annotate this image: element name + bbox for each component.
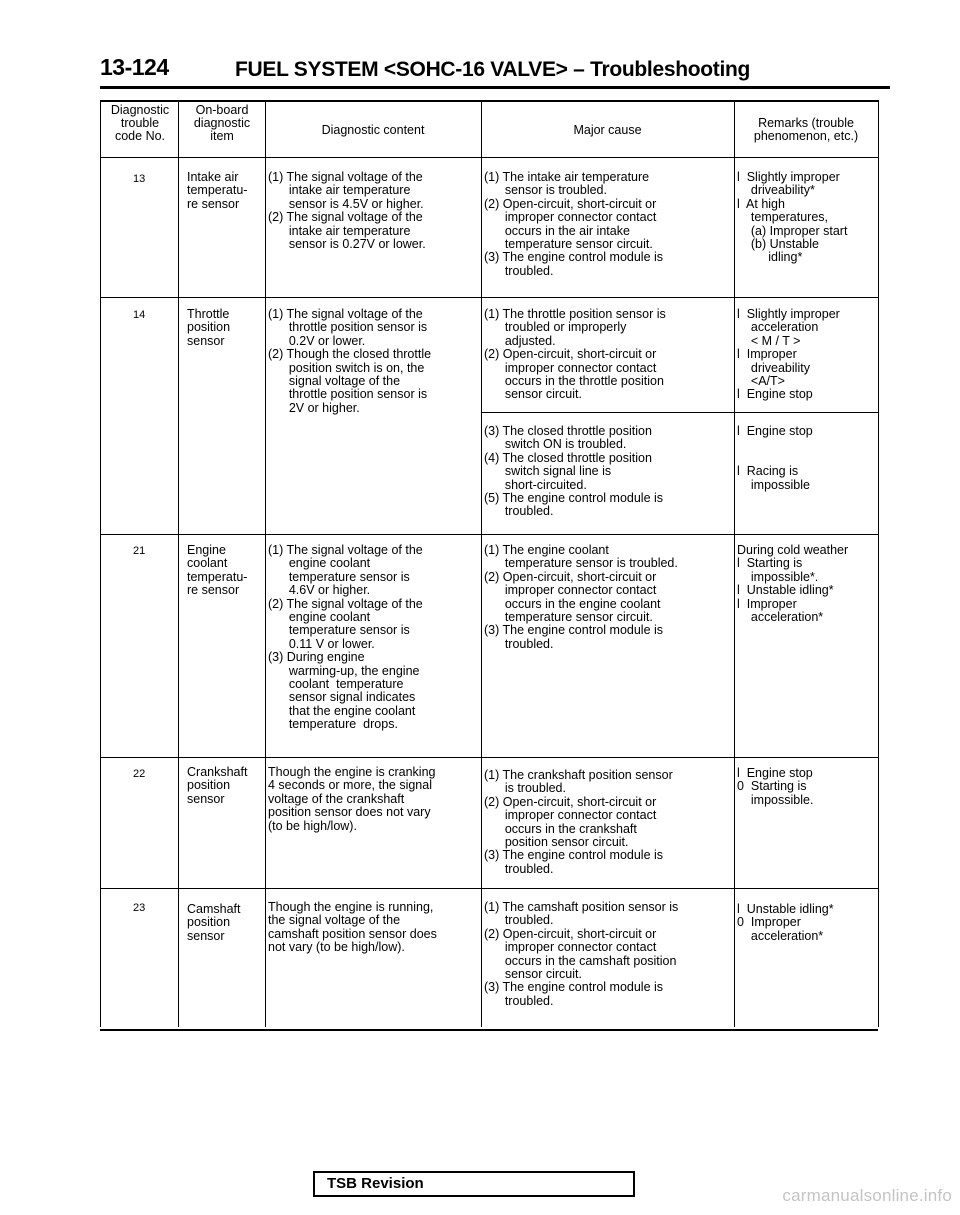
- row-21-cause: (1) The engine coolant temperature sensor is troubled. (2) Open-circuit, short-circuit or improper connector contact occurs in the engine coolant temperature sensor circuit. (3) The engine control module is troubled.: [484, 543, 678, 651]
- row-14-cause: (1) The throttle position sensor is troubled or improperly adjusted. (2) Open-circuit, short-circuit or improper connector contact occurs in the throttle position sensor circuit.: [484, 307, 666, 402]
- row-divider: [100, 297, 878, 298]
- row-14-remarks-continued: l Engine stop l Racing is impossible: [737, 424, 813, 492]
- row-23-remarks: l Unstable idling* 0 Improper acceleration*: [737, 902, 834, 943]
- row-22-cause: (1) The crankshaft position sensor is troubled. (2) Open-circuit, short-circuit or improper connector contact occurs in the crankshaft position sensor circuit. (3) The engine control module is troubled.: [484, 768, 673, 876]
- tsb-revision-box: [313, 1171, 635, 1197]
- table-border-right: [878, 100, 879, 1027]
- row-23-item: Camshaft position sensor: [187, 902, 241, 943]
- row-14-item: Throttle position sensor: [187, 307, 231, 348]
- row-21-item: Engine coolant temperatu- re sensor: [187, 543, 248, 598]
- row-13-item: Intake air temperatu- re sensor: [187, 170, 248, 211]
- row-divider: [100, 534, 878, 535]
- row-21-content: (1) The signal voltage of the engine coolant temperature sensor is 4.6V or higher. (2) The signal voltage of the engine coolant temperature sensor is 0.11 V or lower. (3) During engine warming-up, the engine coolant temperature sensor signal indicates that the engine coolant temperature drops.: [268, 543, 423, 732]
- header-trouble-code: Diagnostic trouble code No.: [110, 103, 170, 143]
- row-13-cause: (1) The intake air temperature sensor is troubled. (2) Open-circuit, short-circuit or improper connector contact occurs in the air intake temperature sensor circuit. (3) The engine control module is troubled.: [484, 170, 664, 278]
- header-remarks: Remarks (trouble phenomenon, etc.): [753, 116, 859, 143]
- watermark: carmanualsonline.info: [782, 1186, 952, 1205]
- header-diagnostic-content: Diagnostic content: [321, 123, 425, 137]
- row-13-remarks: l Slightly improper driveability* l At high temperatures, (a) Improper start (b) Unstable idling*: [737, 170, 848, 265]
- page-header: [100, 54, 880, 86]
- header-rule: [100, 86, 890, 89]
- row-subdivider: [481, 412, 878, 413]
- row-divider: [100, 157, 878, 158]
- row-23-content: Though the engine is running, the signal voltage of the camshaft position sensor does not vary (to be high/low).: [268, 900, 437, 955]
- row-14-remarks: l Slightly improper acceleration < M / T > l Improper driveability <A/T> l Engine stop: [737, 307, 840, 402]
- row-13-content: (1) The signal voltage of the intake air temperature sensor is 4.5V or higher. (2) The signal voltage of the intake air temperature sensor is 0.27V or lower.: [268, 170, 426, 252]
- row-21-remarks: During cold weather l Starting is impossible*. l Unstable idling* l Improper acceleration*: [737, 543, 849, 625]
- header-diagnostic-item: On-board diagnostic item: [193, 103, 251, 143]
- row-14-cause-continued: (3) The closed throttle position switch ON is troubled. (4) The closed throttle position switch signal line is short-circuited. (5) The engine control module is troubled.: [484, 424, 664, 519]
- row-22-item: Crankshaft position sensor: [187, 765, 248, 806]
- row-14-content: (1) The signal voltage of the throttle position sensor is 0.2V or lower. (2) Though the closed throttle position switch is on, the signal voltage of the throttle position sensor is 2V or higher.: [268, 307, 432, 415]
- row-13-code: 13: [133, 173, 146, 185]
- row-22-code: 22: [133, 768, 146, 780]
- header-major-cause: Major cause: [573, 123, 642, 137]
- row-divider: [100, 757, 878, 758]
- tsb-revision-label: TSB Revision: [327, 1175, 424, 1192]
- row-21-code: 21: [133, 545, 146, 557]
- row-22-content: Though the engine is cranking 4 seconds or more, the signal voltage of the crankshaft position sensor does not vary (to be high/low).: [268, 765, 436, 833]
- row-23-cause: (1) The camshaft position sensor is troubled. (2) Open-circuit, short-circuit or improper connector contact occurs in the camshaft position sensor circuit. (3) The engine control module is troubled.: [484, 900, 679, 1008]
- row-23-code: 23: [133, 902, 146, 914]
- page-number: 13-124: [100, 54, 169, 80]
- page-title: FUEL SYSTEM <SOHC-16 VALVE> – Troubleshooting: [235, 58, 751, 81]
- row-divider: [100, 888, 878, 889]
- row-14-code: 14: [133, 309, 146, 321]
- row-22-remarks: l Engine stop 0 Starting is impossible.: [737, 766, 814, 807]
